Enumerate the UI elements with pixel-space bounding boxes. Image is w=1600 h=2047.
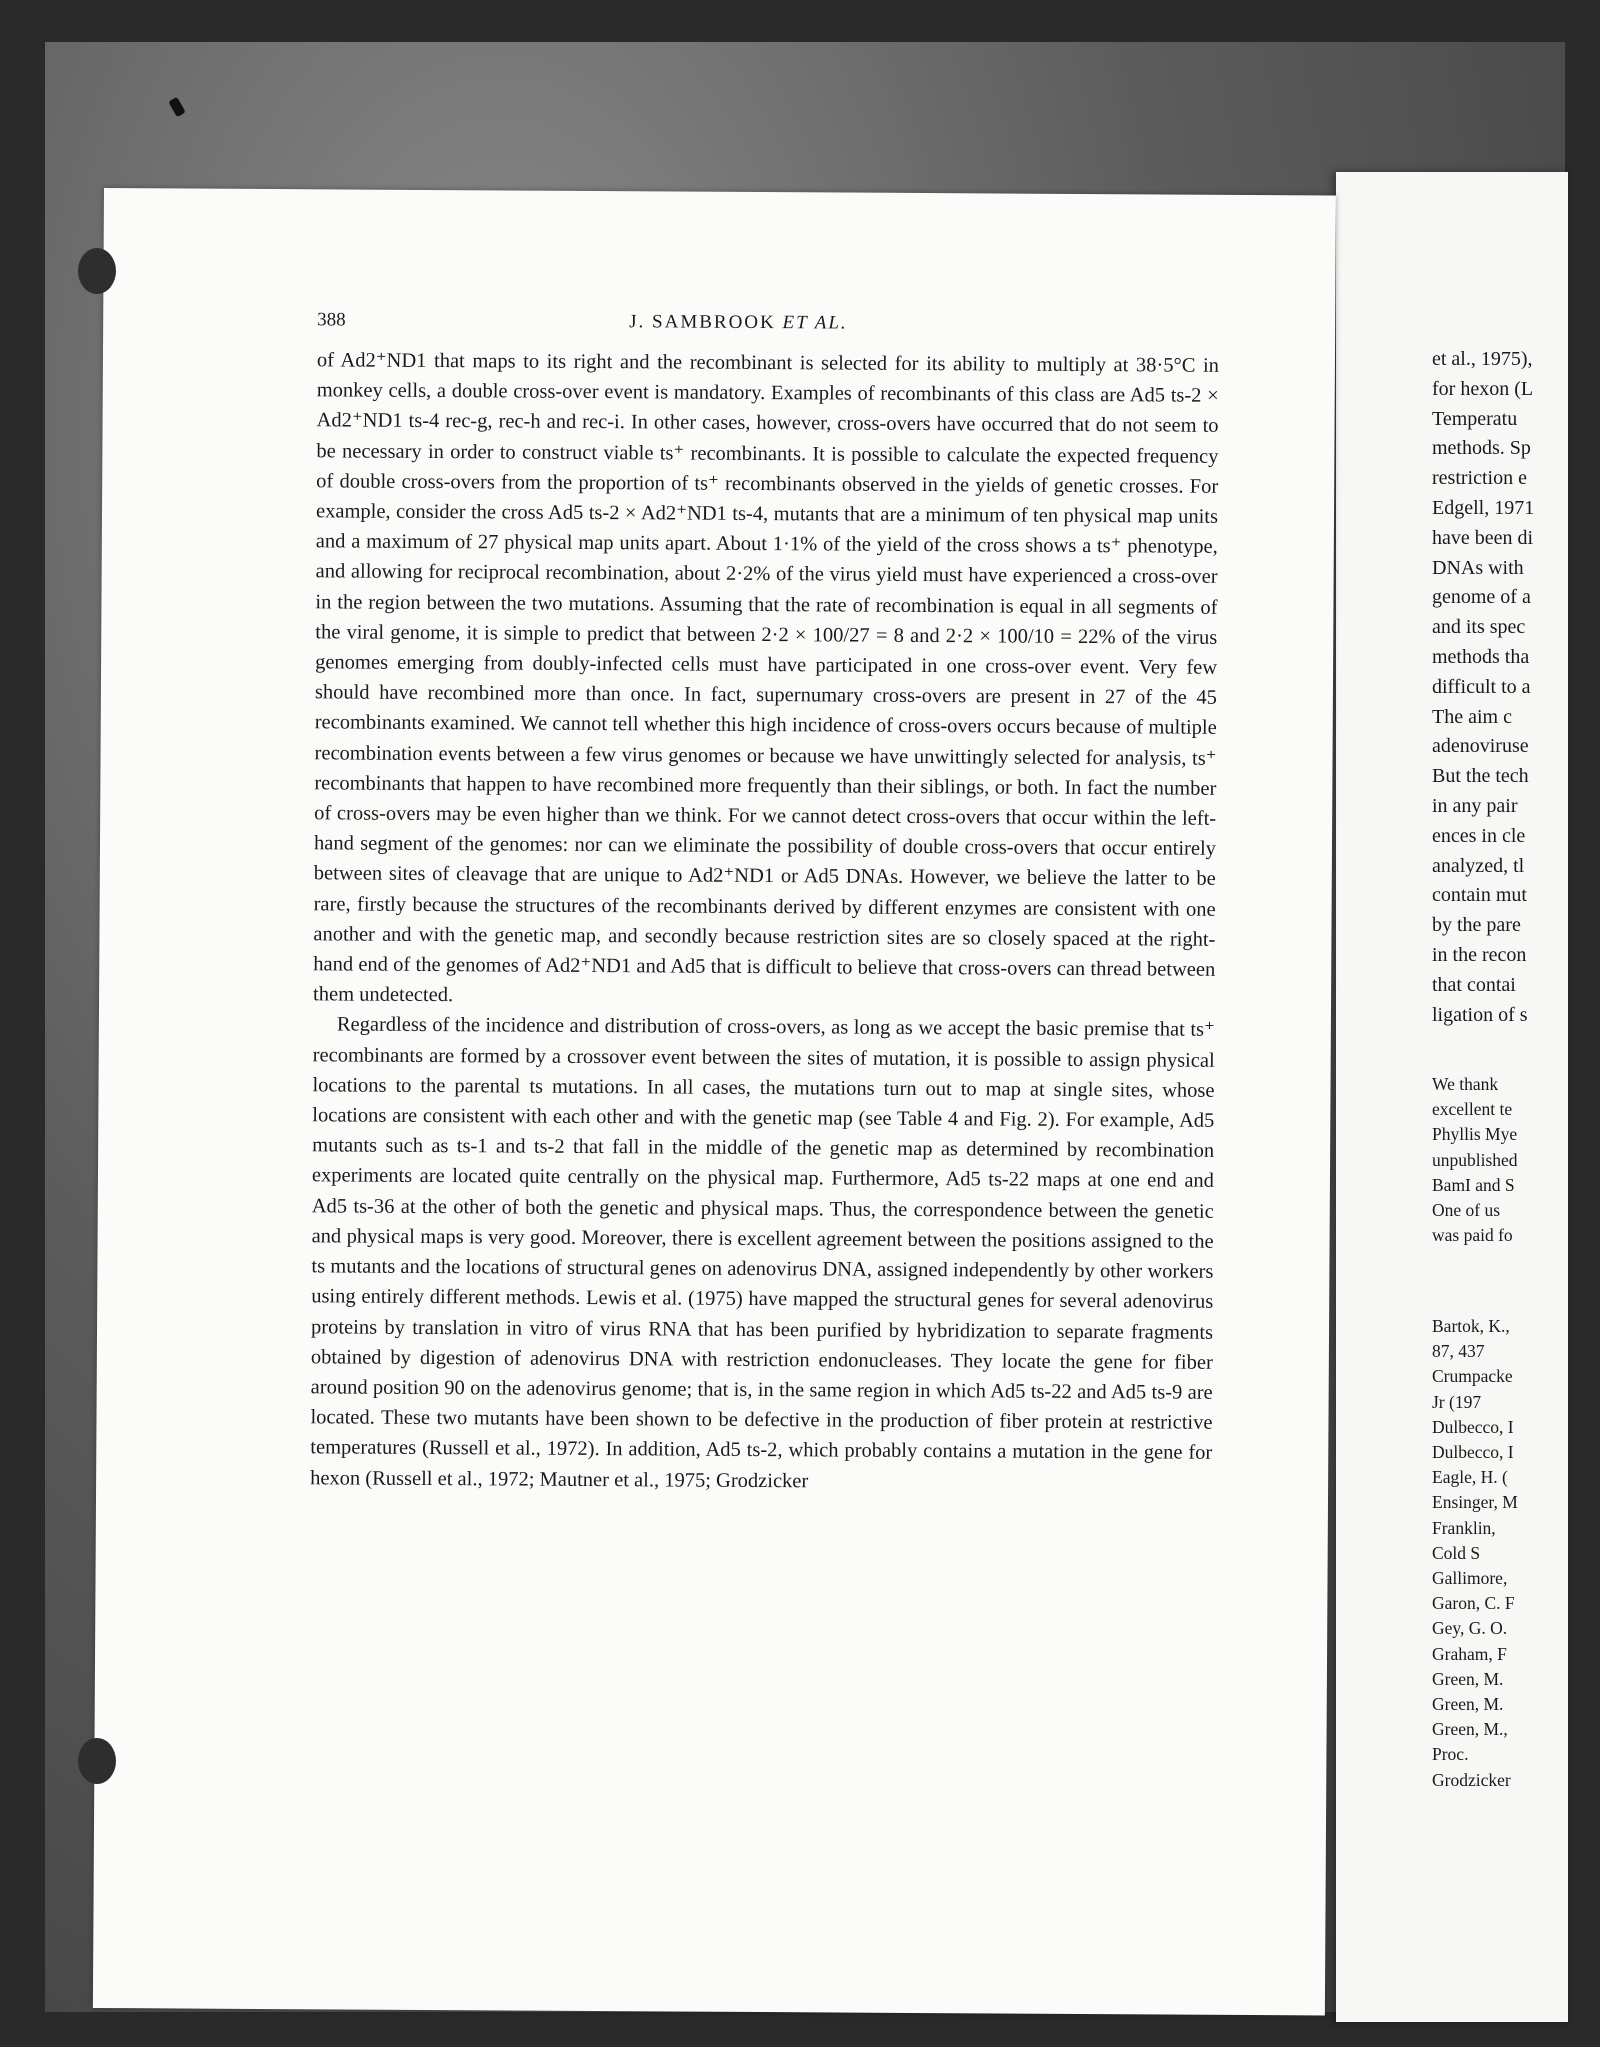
- facing-page-line: Gallimore,: [1432, 1568, 1508, 1588]
- facing-page-line: restriction e: [1432, 467, 1527, 490]
- facing-page-line: Edgell, 1971: [1432, 497, 1535, 519]
- facing-page-line: difficult to a: [1432, 675, 1531, 698]
- facing-page-line: ences in cle: [1432, 824, 1526, 847]
- facing-page-line: in any pair: [1432, 795, 1518, 817]
- running-head-etal: ET AL.: [782, 312, 848, 334]
- facing-page-line: We thank: [1432, 1074, 1499, 1094]
- facing-page-line: was paid fo: [1432, 1225, 1513, 1246]
- facing-page-line: But the tech: [1432, 765, 1529, 788]
- facing-page-line: Ensinger, M: [1432, 1492, 1518, 1513]
- facing-page-line: Grodzicker: [1432, 1769, 1511, 1790]
- facing-page-line: One of us: [1432, 1200, 1501, 1220]
- facing-page-line: Dulbecco, I: [1432, 1416, 1514, 1437]
- facing-page-line: Green, M.: [1432, 1668, 1504, 1689]
- facing-page-line: 87, 437: [1432, 1341, 1485, 1362]
- facing-page-line: adenoviruse: [1432, 735, 1529, 758]
- facing-page-line: contain mut: [1432, 884, 1527, 907]
- facing-page-line: have been di: [1432, 526, 1534, 549]
- running-head-authors: J. SAMBROOK: [629, 311, 783, 334]
- facing-page-line: ligation of s: [1432, 1003, 1528, 1026]
- running-head: [629, 311, 848, 334]
- facing-page-line: Garon, C. F: [1432, 1593, 1515, 1614]
- facing-page-line: analyzed, tl: [1432, 854, 1525, 877]
- facing-page-line: Eagle, H. (: [1432, 1467, 1508, 1488]
- facing-page-line: excellent te: [1432, 1099, 1513, 1120]
- facing-page-line: Gey, G. O.: [1432, 1618, 1508, 1639]
- page-header: [317, 309, 1217, 340]
- facing-page-line: Green, M.,: [1432, 1719, 1508, 1740]
- facing-page-line: Cold S: [1432, 1542, 1481, 1563]
- facing-page-line: Franklin,: [1432, 1517, 1496, 1538]
- facing-page-line: methods. Sp: [1432, 437, 1531, 460]
- page-number: 388: [317, 309, 346, 331]
- facing-page-line: Green, M.: [1432, 1694, 1504, 1714]
- facing-page-line: for hexon (L: [1432, 377, 1534, 400]
- facing-page-line: and its spec: [1432, 616, 1526, 639]
- facing-page-line: Crumpacke: [1432, 1366, 1513, 1387]
- facing-page-line: Temperatu: [1432, 407, 1518, 430]
- paragraph: of Ad2⁺ND1 that maps to its right and the recombinant is selected for its ability to multiply at 38·5°C in monkey cells, a double cross-over event is mandatory. Examples of recombinants of this class are Ad5 ts-2 × Ad2⁺ND1 ts-4 rec-g, rec-h and rec-i. In other cases, however, cross-overs have occurred that do not seem to be necessary in order to construct viable ts⁺ recombinants. It is possible to calculate the expected frequency of double cross-overs from the proportion of ts⁺ recombinants observed in the yields of genetic crosses. For example, consider the cross Ad5 ts-2 × Ad2⁺ND1 ts-4, mutants that are a minimum of ten physical map units and a maximum of 27 physical map units apart. About 1·1% of the yield of the cross shows a ts⁺ phenotype, and allowing for reciprocal recombination, about 2·2% of the virus yield must have experienced a cross-over in the region between the two mutations. Assuming that the rate of recombination is equal in all segments of the viral genome, it is simple to predict that between 2·2 × 100/27 = 8 and 2·2 × 100/10 = 22% of the virus genomes emerging from doubly-infected cells must have participated in one cross-over event. Very few should have recombined more than once. In fact, supernumary cross-overs are present in 27 of the 45 recombinants examined. We cannot tell whether this high incidence of cross-overs occurs because of multiple recombination events between a few virus genomes or because we have unwittingly selected for analysis, ts⁺ recombinants that happen to have recombined more frequently than their siblings, or both. In fact the number of cross-overs may be even higher than we think. For we cannot detect cross-overs that occur within the left-hand segment of the genomes: nor can we eliminate the possibility of double cross-overs that occur entirely between sites of cleavage that are unique to Ad2⁺ND1 or Ad5 DNAs. However, we believe the latter to be rare, firstly because the structures of the recombinants derived by different enzymes are consistent with one another and with the genetic map, and secondly because restriction sites are so closely spaced at the right-hand end of the genomes of Ad2⁺ND1 and Ad5 that is difficult to believe that cross-overs can thread between them undetected.: [313, 349, 1220, 1007]
- facing-page-line: Graham, F: [1432, 1643, 1507, 1664]
- facing-page-line: Jr (197: [1432, 1391, 1482, 1412]
- journal-page: [93, 188, 1336, 2015]
- facing-page-line: by the pare: [1432, 914, 1521, 937]
- facing-page-line: Bartok, K.,: [1432, 1316, 1510, 1336]
- facing-page-line: Phyllis Mye: [1432, 1124, 1518, 1145]
- facing-page-line: genome of a: [1432, 586, 1531, 609]
- facing-page-line: DNAs with: [1432, 556, 1524, 579]
- binder-hole-top: [78, 248, 116, 294]
- facing-page-line: in the recon: [1432, 944, 1527, 966]
- facing-page-line: BamI and S: [1432, 1174, 1515, 1195]
- facing-page-line: et al., 1975),: [1432, 348, 1533, 370]
- paragraph: Regardless of the incidence and distribution of cross-overs, as long as we accept the basic premise that ts⁺ recombinants are formed by a crossover event between the sites of mutation, it is possible to assign physical locations to the parental ts mutations. In all cases, the mutations turn out to map at single sites, whose locations are consistent with each other and with the genetic map (see Table 4 and Fig. 2). For example, Ad5 mutants such as ts-1 and ts-2 that fall in the middle of the genetic map as determined by recombination experiments are located quite centrally on the physical map. Furthermore, Ad5 ts-22 maps at one end and Ad5 ts-36 at the other of both the genetic and physical maps. Thus, the correspondence between the genetic and physical maps is very good. Moreover, there is excellent agreement between the positions assigned to the ts mutants and the locations of structural genes on adenovirus DNA, assigned independently by other workers using entirely different methods. Lewis et al. (1975) have mapped the structural genes for several adenovirus proteins by translation in vitro of virus RNA that has been purified by hybridization to separate fragments obtained by digestion of adenovirus DNA with restriction endonucleases. They locate the gene for fiber around position 90 on the adenovirus genome; that is, in the same region in which Ad5 ts-22 and Ad5 ts-9 are located. These two mutants have been shown to be defective in the production of fiber protein at restrictive temperatures (Russell et al., 1972). In addition, Ad5 ts-2, which probably contains a mutation in the gene for hexon (Russell et al., 1972; Mautner et al., 1975; Grodzicker: [310, 1013, 1215, 1492]
- facing-page-line: The aim c: [1432, 705, 1512, 728]
- facing-page-line: that contai: [1432, 973, 1516, 996]
- facing-page-line: unpublished: [1432, 1149, 1518, 1170]
- facing-page-line: Proc.: [1432, 1744, 1469, 1765]
- facing-page-line: Dulbecco, I: [1432, 1442, 1514, 1462]
- binder-hole-bottom: [78, 1738, 116, 1784]
- main-text-column: [310, 345, 1219, 1498]
- facing-page-line: methods tha: [1432, 646, 1530, 668]
- facing-page: [1336, 172, 1568, 2022]
